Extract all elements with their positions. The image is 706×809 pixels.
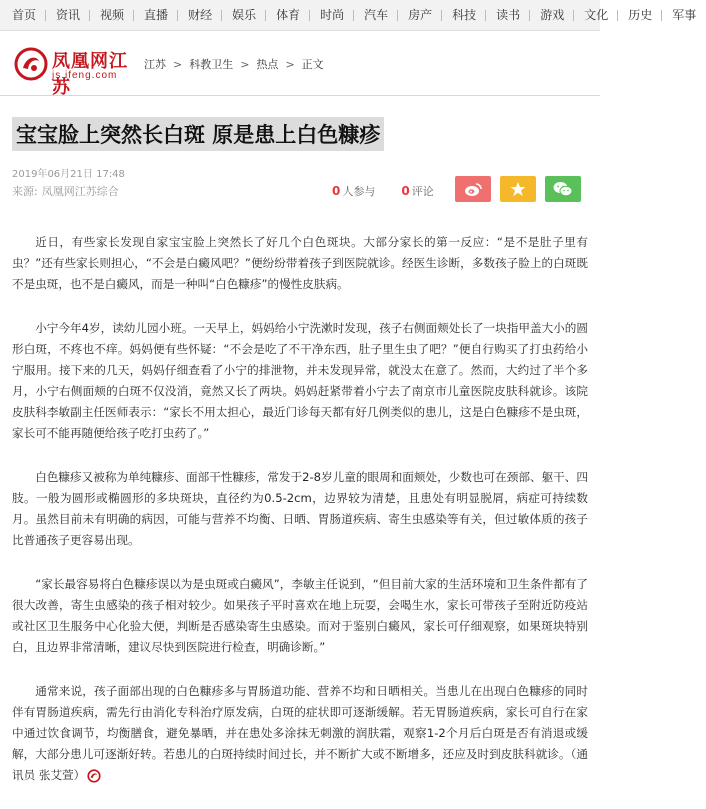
logo-domain: js.ifeng.com: [52, 70, 118, 81]
article-paragraph: 白色糠疹又被称为单纯糠疹、面部干性糠疹，常发于2-8岁儿童的眼周和面颊处，少数也可在颈部、躯干、四肢。一般为圆形或椭圆形的多块斑块，直径约为0.5-2cm，边界较为清楚，且患处有明显脱屑，病症可持续数月。虽然目前未有明确的病因，可能与营养不均衡、日晒、胃肠道疾病、寄生虫感染等有关，但过敏体质的孩子比普通孩子更容易出现。: [12, 470, 588, 547]
nav-item-books[interactable]: 读书: [486, 0, 530, 30]
nav-item-news[interactable]: 资讯: [46, 0, 90, 30]
nav-item-fashion[interactable]: 时尚: [310, 0, 354, 30]
participants-count[interactable]: 0 人参与: [332, 184, 376, 198]
nav-item-games[interactable]: 游戏: [530, 0, 574, 30]
nav-item-house[interactable]: 房产: [398, 0, 442, 30]
favorite-button[interactable]: [500, 176, 536, 202]
nav-item-home[interactable]: 首页: [0, 0, 46, 30]
article-paragraph: “家长最容易将白色糠疹误以为是虫斑或白癜风”，李敏主任说到，“但目前大家的生活环境和卫生条件都有了很大改善，寄生虫感染的孩子相对较少。如果孩子平时喜欢在地上玩耍，会喝生水，家长可带孩子至附近防疫站或社区卫生服务中心化验大便，判断是否感染寄生虫感染。而对于鉴别白癜风，家长可仔细观察，如果斑块特别白，且边界非常清晰，建议尽快到医院进行检查，明确诊断。”: [12, 577, 588, 654]
breadcrumb: [144, 56, 324, 72]
nav-item-sports[interactable]: 体育: [266, 0, 310, 30]
logo-name: 凤凰网江苏: [52, 51, 128, 98]
breadcrumb-science-health[interactable]: 科教卫生: [189, 58, 234, 71]
wechat-icon: [553, 181, 573, 197]
breadcrumb-hot[interactable]: 热点: [256, 58, 279, 71]
nav-item-military[interactable]: 军事: [672, 8, 697, 22]
nav-item-live[interactable]: 直播: [134, 0, 178, 30]
source-label: 来源:: [12, 185, 38, 198]
breadcrumb-jiangsu[interactable]: 江苏: [144, 58, 166, 71]
nav-item-video[interactable]: 视频: [90, 0, 134, 30]
article-title: 宝宝脸上突然长白斑 原是患上白色糠疹: [12, 117, 384, 151]
share-weibo-button[interactable]: [455, 176, 491, 202]
comments-count[interactable]: 0 评论: [401, 184, 434, 198]
article-paragraph-text: 通常来说，孩子面部出现的白色糠疹多与胃肠道功能、营养不均和日晒相关。当患儿在出现白色糠疹的同时伴有胃肠道疾病，需先行由消化专科治疗原发病，白斑的症状即可逐渐缓解。若无胃肠道疾病，家长可自行在家中通过饮食调节，均衡膳食，避免暴晒，并在患处多涂抹无刺激的润肤霜，观察1-2个月后白斑是否有消退或缓解，大部分患儿可逐渐好转。若患儿的白斑持续时间过长，并不断扩大或不断增多，还应及时到皮肤科就诊。（通讯员 张艾萱）: [12, 684, 588, 782]
ifeng-logo-icon: [14, 47, 48, 81]
weibo-icon: [464, 182, 482, 197]
article-paragraph-last: [12, 681, 588, 786]
breadcrumb-separator: >: [240, 57, 250, 71]
article-date: 2019年06月21日 17:48: [12, 169, 125, 180]
nav-item-auto[interactable]: 汽车: [354, 0, 398, 30]
share-wechat-button[interactable]: [545, 176, 581, 202]
breadcrumb-current: 正文: [301, 58, 324, 71]
article-source-line: [12, 183, 119, 199]
top-nav: [0, 0, 697, 31]
engagement-counts: [332, 183, 460, 199]
nav-item-tech[interactable]: 科技: [442, 0, 486, 30]
breadcrumb-separator: >: [173, 57, 183, 71]
nav-item-history[interactable]: 历史: [618, 0, 662, 30]
star-icon: [510, 181, 526, 197]
article-paragraph: 小宁今年4岁，读幼儿园小班。一天早上，妈妈给小宁洗漱时发现，孩子右侧面颊处长了一块指甲盖大小的圆形白斑，不疼也不痒。妈妈便有些怀疑：“不会是吃了不干净东西，肚子里生虫了吧？”便自行购买了打虫药给小宁服用。接下来的几天，妈妈仔细查看了小宁的排泄物，并未发现异常，就没太在意了。然而，大约过了半个多月，小宁右侧面颊的白斑不仅没消，竟然又长了两块。妈妈赶紧带着小宁去了南京市儿童医院皮肤科就诊。该院皮肤科李敏副主任医师表示：“家长不用太担心，最近门诊每天都有好几例类似的患儿，这是白色糠疹不是虫斑，家长可不能再随便给孩子吃打虫药了。”: [12, 321, 588, 440]
nav-item-culture[interactable]: 文化: [574, 0, 618, 30]
title-wrapper: [12, 117, 384, 151]
ifeng-logo-icon: [87, 769, 101, 783]
source-name[interactable]: 凤凰网江苏综合: [41, 185, 119, 198]
breadcrumb-separator: >: [285, 57, 295, 71]
site-logo[interactable]: [14, 45, 134, 98]
nav-item-entertainment[interactable]: 娱乐: [222, 0, 266, 30]
article-paragraph: 近日，有些家长发现自家宝宝脸上突然长了好几个白色斑块。大部分家长的第一反应：“是不是肚子里有虫？”还有些家长则担心，“不会是白癜风吧？”便纷纷带着孩子到医院就诊。经医生诊断，多数孩子脸上的白斑既不是虫斑，也不是白癜风，而是一种叫“白色糠疹”的慢性皮肤病。: [12, 235, 588, 291]
article-body: [12, 232, 588, 809]
nav-item-finance[interactable]: 财经: [178, 0, 222, 30]
